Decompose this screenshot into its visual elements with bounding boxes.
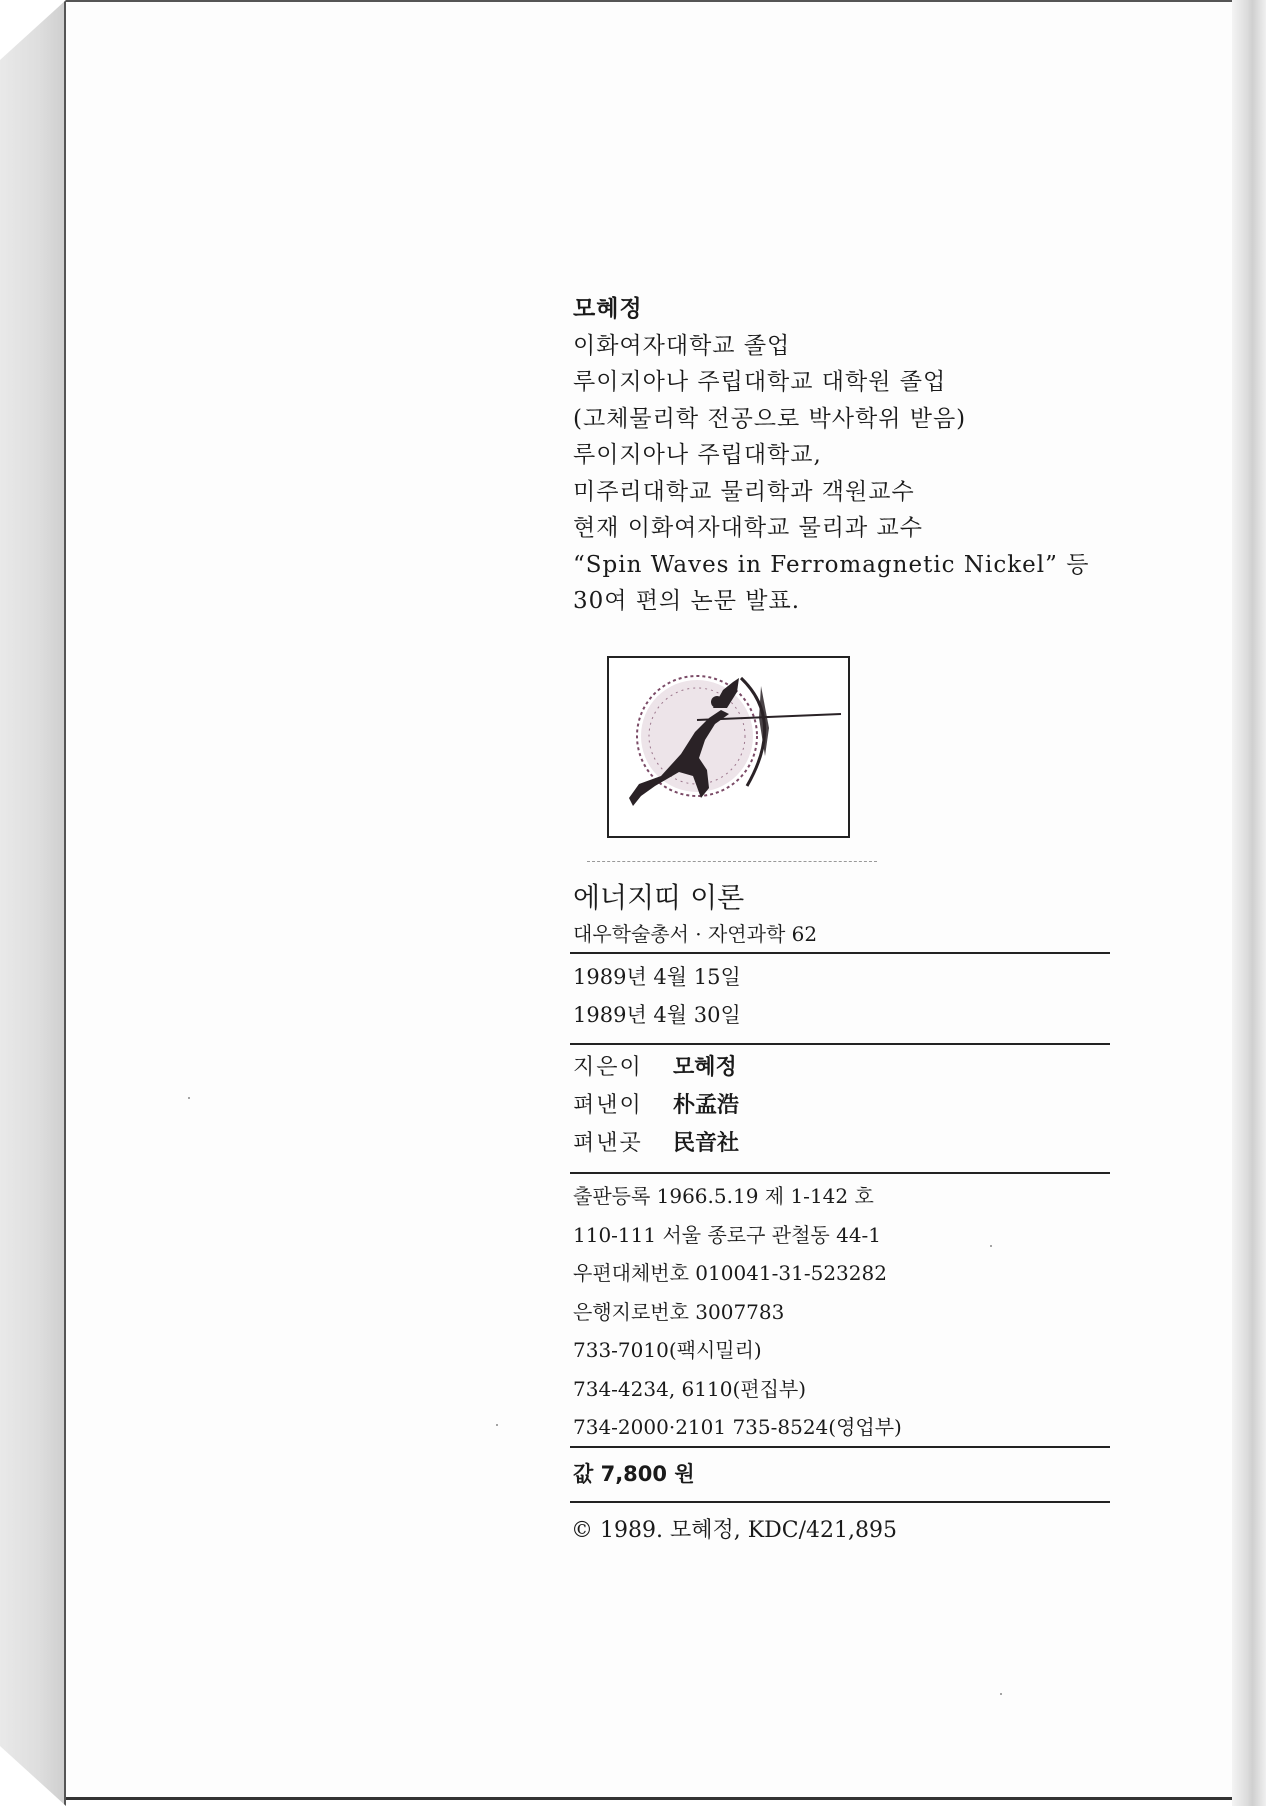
bio-line: 미주리대학교 물리학과 객원교수: [573, 478, 915, 505]
bio-line: (고체물리학 전공으로 박사학위 받음): [573, 405, 967, 432]
bio-line: 루이지아나 주립대학교 대학원 졸업: [573, 369, 947, 395]
fax-line: 733-7010(팩시밀리): [573, 1338, 762, 1362]
postal-account-line: 우편대체번호 010041-31-523282: [573, 1261, 887, 1285]
registration-line: 출판등록 1966.5.19 제 1-142 호: [573, 1184, 874, 1208]
credit-label: 지은이: [573, 1055, 643, 1080]
paper-speck: [496, 1424, 498, 1426]
print-date: 1989년 4월 15일: [573, 965, 741, 989]
bio-line: 30여 편의 논문 발표.: [573, 588, 801, 614]
spine-top-corner: [0, 0, 66, 60]
credit-value: 朴孟浩: [673, 1093, 740, 1118]
bio-line: 현재 이화여자대학교 물리과 교수: [573, 515, 923, 541]
paper-speck: [990, 1245, 992, 1247]
credit-value: 모혜정: [673, 1055, 737, 1080]
bank-giro-line: 은행지로번호 3007783: [573, 1299, 785, 1324]
divider: [570, 1446, 1110, 1448]
emblem-archer-head: [711, 696, 723, 708]
credit-publisher: [573, 1095, 739, 1133]
publisher-info: [573, 1186, 902, 1456]
address-line: 110-111 서울 종로구 관철동 44-1: [573, 1222, 882, 1247]
faint-divider: [587, 861, 877, 862]
emblem-bow-grip: [759, 686, 769, 756]
book-series: 대우학술총서 · 자연과학 62: [573, 922, 818, 946]
spine-bottom-corner: [0, 1746, 66, 1806]
credit-label: 펴낸이: [573, 1093, 643, 1118]
archer-emblem-icon: [609, 658, 848, 836]
bio-line: 이화여자대학교 졸업: [573, 332, 791, 359]
publisher-logo: [607, 656, 850, 838]
author-name: 모혜정: [573, 296, 643, 322]
bio-line: “Spin Waves in Ferromagnetic Nickel” 등: [573, 551, 1090, 578]
credits: [573, 1057, 739, 1171]
book-price: 값 7,800 원: [573, 1462, 695, 1486]
copyright-line: © 1989. 모혜정, KDC/421,895: [571, 1518, 898, 1543]
book-spine: [0, 0, 66, 1806]
divider: [570, 1501, 1110, 1503]
book-title: 에너지띠 이론: [573, 881, 745, 914]
divider: [570, 1043, 1110, 1045]
bio-line: 루이지아나 주립대학교,: [573, 442, 822, 468]
credit-house: [573, 1133, 739, 1171]
paper-speck: [188, 1097, 190, 1099]
divider: [570, 1172, 1110, 1174]
page-edge-shadow: [1232, 0, 1266, 1806]
author-bio: [573, 298, 1089, 627]
publish-date: 1989년 4월 30일: [573, 1003, 741, 1027]
credit-author: [573, 1057, 739, 1095]
credit-value: 民音社: [673, 1131, 740, 1156]
editorial-phone-line: 734-4234, 6110(편집부): [573, 1376, 807, 1401]
publication-dates: [573, 967, 741, 1043]
credit-label: 펴낸곳: [573, 1131, 643, 1156]
paper-speck: [1000, 1693, 1002, 1695]
divider: [570, 952, 1110, 954]
sales-phone-line: 734-2000·2101 735-8524(영업부): [573, 1415, 902, 1439]
